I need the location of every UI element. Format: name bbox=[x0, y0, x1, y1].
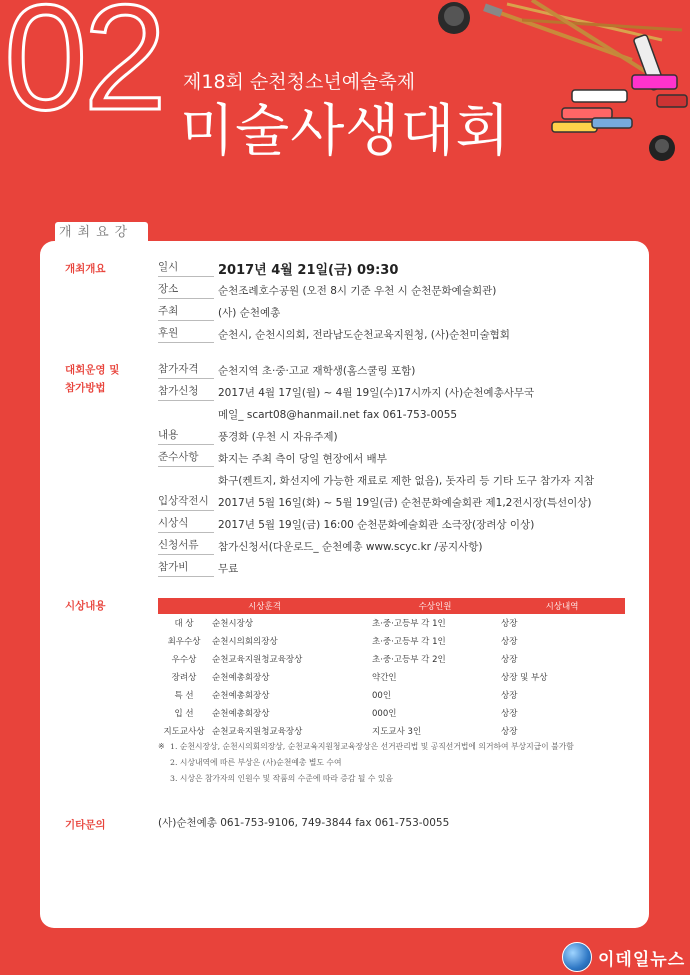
operation-label: 시상식 bbox=[158, 515, 214, 533]
awards-header-cell: 시상훈격 bbox=[158, 598, 371, 614]
overview-value: 2017년 4월 21일(금) 09:30 bbox=[218, 262, 399, 278]
overview-row bbox=[158, 281, 496, 299]
table-cell: 지도교사상 bbox=[163, 727, 205, 737]
operation-continued: 메일_ scart08@hanmail.net fax 061-753-0055 bbox=[218, 409, 458, 421]
table-cell: 초·중·고등부 각 1인 bbox=[372, 637, 446, 647]
operation-row bbox=[158, 515, 534, 533]
table-cell: 특 선 bbox=[174, 691, 194, 701]
table-cell: 순천예총회장상 bbox=[212, 709, 270, 719]
operation-continued: 화구(켄트지, 화선지에 가능한 재료로 제한 없음), 돗자리 등 기타 도구 참가자 지참 bbox=[218, 475, 595, 487]
operation-row bbox=[158, 493, 592, 511]
table-cell: 00인 bbox=[372, 691, 392, 701]
operation-row bbox=[158, 383, 534, 401]
operation-label: 입상작전시 bbox=[158, 493, 214, 511]
art-supplies-illustration bbox=[432, 0, 690, 165]
operation-row bbox=[158, 449, 387, 467]
table-cell: 입 선 bbox=[174, 709, 194, 719]
overview-value: 순천조례호수공원 (오전 8시 기준 우천 시 순천문화예술회관) bbox=[218, 284, 497, 297]
table-cell: 대 상 bbox=[174, 619, 194, 629]
table-cell: 상장 bbox=[501, 727, 518, 737]
note-item bbox=[158, 771, 574, 787]
operation-row bbox=[158, 537, 483, 555]
table-row bbox=[158, 704, 625, 722]
operation-row bbox=[158, 427, 338, 445]
awards-notes bbox=[158, 739, 574, 787]
section-operation-2: 참가방법 bbox=[65, 382, 106, 394]
info-card bbox=[40, 241, 649, 928]
publisher-logo-text: 이데일뉴스 bbox=[598, 949, 686, 970]
awards-header-cell: 시상내역 bbox=[499, 598, 625, 614]
table-cell: 순천예총회장상 bbox=[212, 673, 270, 683]
table-cell: 순천예총회장상 bbox=[212, 691, 270, 701]
operation-label: 신청서류 bbox=[158, 537, 214, 555]
note-item bbox=[158, 739, 574, 755]
section-overview: 개최개요 bbox=[65, 263, 106, 275]
table-cell: 상장 bbox=[501, 655, 518, 665]
awards-header-row bbox=[158, 598, 625, 614]
overview-row bbox=[158, 303, 280, 321]
festival-subtitle: 제18회 순천청소년예술축제 bbox=[183, 71, 416, 93]
overview-label: 후원 bbox=[158, 325, 214, 343]
table-cell: 장려상 bbox=[171, 673, 197, 683]
overview-row bbox=[158, 259, 398, 277]
overview-label: 주최 bbox=[158, 303, 214, 321]
table-cell: 초·중·고등부 각 2인 bbox=[372, 655, 446, 665]
note-mark: ※ bbox=[158, 742, 165, 751]
operation-value: 순천지역 초·중·고교 재학생(홈스쿨링 포함) bbox=[218, 364, 416, 377]
overview-label: 일시 bbox=[158, 259, 214, 277]
note-text: 3. 시상은 참가자의 인원수 및 작품의 수준에 따라 증감 될 수 있음 bbox=[170, 774, 393, 783]
overview-label: 장소 bbox=[158, 281, 214, 299]
overview-value: (사) 순천예총 bbox=[218, 306, 281, 319]
operation-label: 참가비 bbox=[158, 559, 214, 577]
table-cell: 상장 bbox=[501, 619, 518, 629]
overview-row bbox=[158, 325, 510, 343]
note-text: 2. 시상내역에 따른 부상은 (사)순천예총 별도 수여 bbox=[170, 758, 342, 767]
table-cell: 지도교사 3인 bbox=[372, 727, 422, 737]
section-contact: 기타문의 bbox=[65, 819, 106, 831]
section-operation: 대회운영 및 bbox=[65, 364, 120, 376]
table-cell: 약간인 bbox=[372, 673, 397, 683]
overview-value: 순천시, 순천시의회, 전라남도순천교육지원청, (사)순천미술협회 bbox=[218, 328, 510, 341]
operation-label: 참가자격 bbox=[158, 361, 214, 379]
table-row bbox=[158, 614, 625, 632]
operation-label: 내용 bbox=[158, 427, 214, 445]
operation-label: 준수사항 bbox=[158, 449, 214, 467]
table-cell: 000인 bbox=[372, 709, 397, 719]
table-cell: 상장 및 부상 bbox=[501, 673, 548, 683]
operation-value: 화지는 주최 측이 당일 현장에서 배부 bbox=[218, 452, 387, 465]
table-row bbox=[158, 632, 625, 650]
operation-value: 풍경화 (우천 시 자유주제) bbox=[218, 430, 338, 443]
awards-header-cell: 수상인원 bbox=[371, 598, 499, 614]
note-item bbox=[158, 755, 574, 771]
contact-info: (사)순천예총 061-753-9106, 749-3844 fax 061-753-0055 bbox=[158, 817, 450, 829]
operation-row bbox=[158, 559, 238, 577]
operation-label: 참가신청 bbox=[158, 383, 214, 401]
table-cell: 초·중·고등부 각 1인 bbox=[372, 619, 446, 629]
table-cell: 순천교육지원청교육장상 bbox=[212, 655, 303, 665]
operation-row bbox=[158, 361, 415, 379]
table-cell: 상장 bbox=[501, 691, 518, 701]
awards-table bbox=[158, 598, 625, 740]
table-row bbox=[158, 686, 625, 704]
table-row bbox=[158, 668, 625, 686]
globe-icon bbox=[562, 942, 592, 972]
section-number: 02 bbox=[4, 0, 163, 141]
note-text: 1. 순천시장상, 순천시의회의장상, 순천교육지원청교육장상은 선거관리법 및 공직선거법에 의거하여 부상지급이 불가함 bbox=[170, 742, 574, 751]
table-cell: 순천시의회의장상 bbox=[212, 637, 278, 647]
table-cell: 최우수상 bbox=[167, 637, 201, 647]
table-cell: 상장 bbox=[501, 637, 518, 647]
table-cell: 순천시장상 bbox=[212, 619, 254, 629]
operation-value: 2017년 5월 16일(화) ~ 5월 19일(금) 순천문화예술회관 제1,2전시장(특선이상) bbox=[218, 496, 592, 509]
section-awards: 시상내용 bbox=[65, 600, 106, 612]
operation-value: 참가신청서(다운로드_ 순천예총 www.scyc.kr /공지사항) bbox=[218, 540, 483, 553]
operation-value: 2017년 4월 17일(월) ~ 4월 19일(수)17시까지 (사)순천예총사무국 bbox=[218, 386, 535, 399]
operation-value: 2017년 5월 19일(금) 16:00 순천문화예술회관 소극장(장려상 이상) bbox=[218, 518, 535, 531]
section-tab-label: 개최요강 bbox=[59, 225, 134, 240]
table-cell: 순천교육지원청교육장상 bbox=[212, 727, 303, 737]
page-title: 미술사생대회 bbox=[180, 99, 511, 164]
table-row bbox=[158, 722, 625, 740]
table-row bbox=[158, 650, 625, 668]
table-cell: 상장 bbox=[501, 709, 518, 719]
table-cell: 우수상 bbox=[171, 655, 197, 665]
publisher-logo bbox=[562, 942, 685, 972]
operation-value: 무료 bbox=[218, 562, 239, 575]
